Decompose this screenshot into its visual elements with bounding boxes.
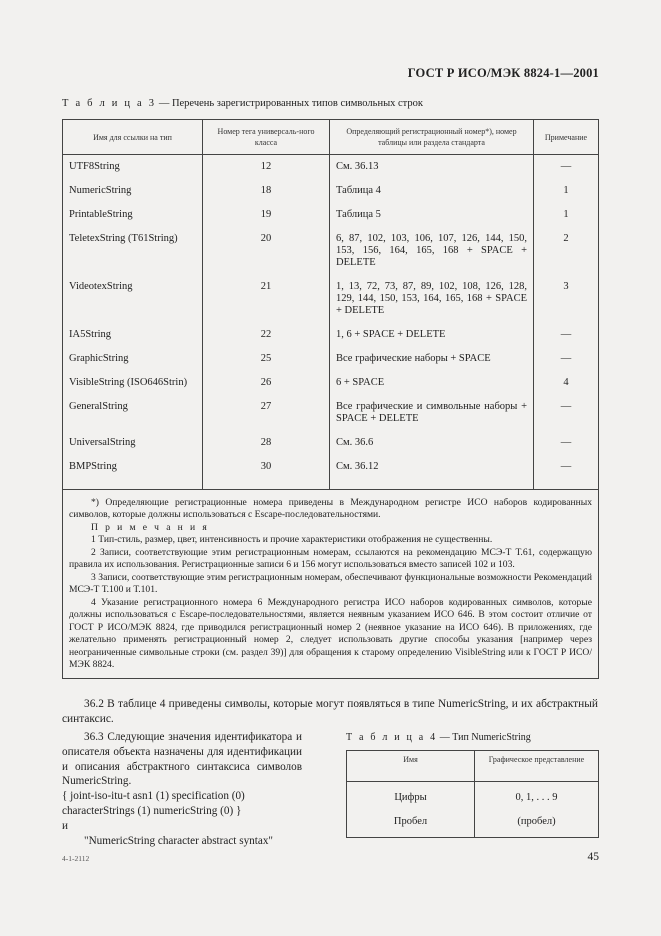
tag-number: 27	[203, 401, 330, 437]
graphic-representation: 0, 1, . . . 9	[475, 782, 599, 806]
table4-caption	[346, 732, 531, 743]
table-row	[63, 437, 599, 461]
table3-notes-row	[63, 489, 599, 678]
notes-title: П р и м е ч а н и я	[91, 521, 210, 533]
character-name: Пробел	[347, 806, 475, 838]
note-ref: 1	[534, 185, 599, 209]
table3-header-name: Имя для ссылки на тип	[63, 120, 203, 155]
object-identifier-line-1: { joint-iso-itu-t asn1 (1) specification (0)	[62, 790, 245, 803]
registration-number: Все графические и символьные наборы + SPACE + DELETE	[330, 401, 534, 437]
table4-caption-text: — Тип NumericString	[437, 732, 531, 743]
note-ref: 4	[534, 377, 599, 401]
type-name: BMPString	[63, 461, 203, 489]
registration-number: Все графические наборы + SPACE	[330, 353, 534, 377]
print-code: 4-1-2112	[62, 854, 90, 863]
table4	[346, 750, 599, 838]
registration-number: 6, 87, 102, 103, 106, 107, 126, 144, 150, 153, 156, 164, 165, 168 + SPACE + DELETE	[330, 233, 534, 281]
note-ref: —	[534, 401, 599, 437]
table-row	[63, 185, 599, 209]
note-2: 2 Записи, соответствующие этим регистрационным номерам, ссылаются на рекомендацию МСЭ-Т Т.61, содержащую правила их использования. Регистрационные записи 6 и 156 могут использоваться вместо записей 102 и 103.	[69, 546, 592, 570]
graphic-representation: (пробел)	[475, 806, 599, 838]
type-name: VisibleString (ISO646Strin)	[63, 377, 203, 401]
note-1: 1 Тип-стиль, размер, цвет, интенсивность и прочие характеристики отображения не существенны.	[91, 534, 493, 545]
note-ref: —	[534, 353, 599, 377]
type-name: UniversalString	[63, 437, 203, 461]
table-row	[63, 233, 599, 281]
type-name: UTF8String	[63, 161, 203, 185]
object-descriptor: "NumericString character abstract syntax"	[84, 834, 273, 847]
table3-caption-text: — Перечень зарегистрированных типов символьных строк	[156, 98, 423, 109]
tag-number: 20	[203, 233, 330, 281]
page-number: 45	[587, 851, 599, 863]
paragraph-36-2: 36.2 В таблице 4 приведены символы, которые могут появляться в типе NumericString, и их абстрактный синтаксис.	[62, 698, 598, 725]
note-ref: 1	[534, 209, 599, 233]
type-name: TeletexString (T61String)	[63, 233, 203, 281]
note-ref: —	[534, 437, 599, 461]
registration-number: Таблица 5	[330, 209, 534, 233]
table3-header-reg: Определяющий регистрационный номер*), номер таблицы или раздела стандарта	[330, 120, 534, 155]
table4-header-row	[347, 751, 599, 782]
table3-header-row	[63, 120, 599, 155]
tag-number: 22	[203, 329, 330, 353]
table3-header-note: Примечание	[534, 120, 599, 155]
table3-caption-label: Т а б л и ц а 3	[62, 98, 157, 109]
registration-number: 6 + SPACE	[330, 377, 534, 401]
object-identifier-line-2: characterStrings (1) numericString (0) }	[62, 804, 242, 817]
tag-number: 18	[203, 185, 330, 209]
tag-number: 30	[203, 461, 330, 489]
note-ref: —	[534, 461, 599, 489]
tag-number: 28	[203, 437, 330, 461]
table-row	[63, 209, 599, 233]
registration-number: 1, 13, 72, 73, 87, 89, 102, 108, 126, 128, 129, 144, 150, 153, 164, 165, 168 + SPACE + DELETE	[330, 281, 534, 329]
footnote: *) Определяющие регистрационные номера приведены в Международном регистре ИСО наборов кодированных символов, которые должны использоваться с Escape-последовательностями.	[69, 496, 592, 520]
page-header: ГОСТ Р ИСО/МЭК 8824-1—2001	[407, 66, 599, 80]
type-name: IA5String	[63, 329, 203, 353]
note-ref: —	[534, 329, 599, 353]
note-3: 3 Записи, соответствующие этим регистрационным номерам, обеспечивают функциональные возможности Рекомендаций МСЭ-Т Т.100 и Т.101.	[69, 571, 592, 595]
table-row	[63, 329, 599, 353]
table-row	[63, 461, 599, 489]
registration-number: Таблица 4	[330, 185, 534, 209]
type-name: GeneralString	[63, 401, 203, 437]
table-row	[63, 281, 599, 329]
type-name: VideotexString	[63, 281, 203, 329]
table-row	[63, 377, 599, 401]
type-name: NumericString	[63, 185, 203, 209]
note-4: 4 Указание регистрационного номера 6 Международного регистра ИСО наборов кодированных символов, которые должны использоваться с Escape-последовательностями, является неявным указанием ИСО 646. В этом состоит отличие от ГОСТ Р ИСО/МЭК 8824, где приводился регистрационный номер 2 (неявное указание на ИСО 646). В приложениях, где желательно применять регистрационный номер 2, следует использовать другие способы указания [например через неограниченные символьные строки (см. раздел 39)] для обращения к старому определению VisibleString или к ГОСТ Р ИСО/МЭК 8824.	[69, 596, 592, 670]
table4-header-name: Имя	[347, 751, 475, 782]
table-row	[347, 782, 599, 806]
registration-number: 1, 6 + SPACE + DELETE	[330, 329, 534, 353]
tag-number: 19	[203, 209, 330, 233]
table-row	[63, 161, 599, 185]
table3	[62, 119, 599, 679]
registration-number: См. 36.12	[330, 461, 534, 489]
note-ref: —	[534, 161, 599, 185]
conjunction: и	[62, 819, 68, 832]
note-ref: 2	[534, 233, 599, 281]
character-name: Цифры	[347, 782, 475, 806]
registration-number: См. 36.6	[330, 437, 534, 461]
registration-number: См. 36.13	[330, 161, 534, 185]
table4-header-graphic: Графическое представление	[475, 751, 599, 782]
tag-number: 12	[203, 161, 330, 185]
table-row	[347, 806, 599, 838]
type-name: GraphicString	[63, 353, 203, 377]
table-row	[63, 401, 599, 437]
table3-notes	[63, 489, 599, 678]
tag-number: 26	[203, 377, 330, 401]
paragraph-36-3-text: 36.3 Следующие значения идентификатора и описателя объекта назначены для идентификации и описания абстрактного синтаксиса символов NumericString.	[62, 731, 302, 788]
note-ref: 3	[534, 281, 599, 329]
table3-header-tag: Номер тега универсаль-ного класса	[203, 120, 330, 155]
table4-caption-label: Т а б л и ц а 4	[346, 732, 438, 743]
tag-number: 25	[203, 353, 330, 377]
paragraph-36-3	[62, 730, 302, 848]
table3-caption	[62, 98, 423, 109]
table-row	[63, 353, 599, 377]
type-name: PrintableString	[63, 209, 203, 233]
tag-number: 21	[203, 281, 330, 329]
